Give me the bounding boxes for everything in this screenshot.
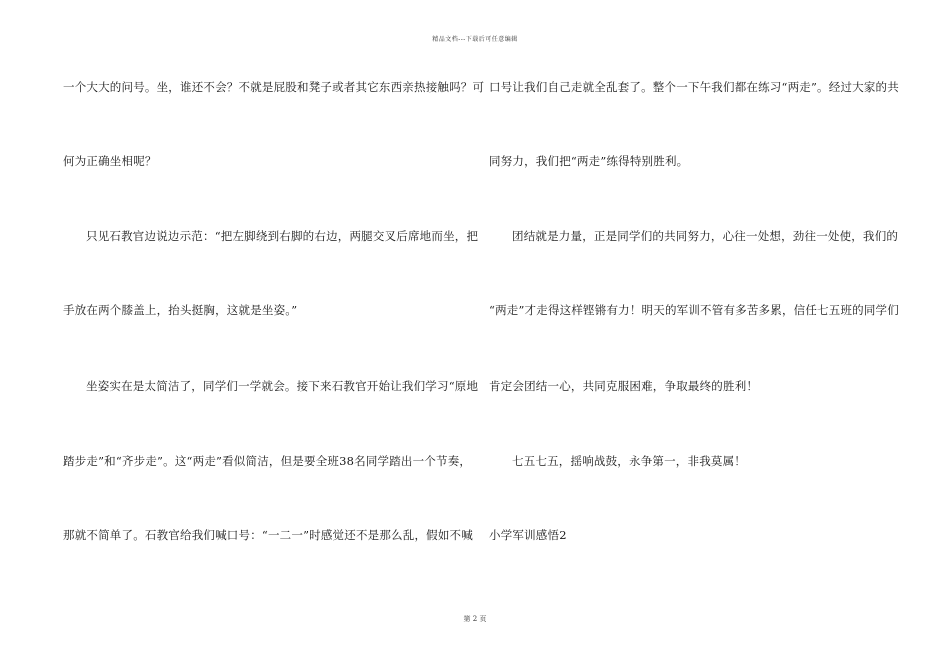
paragraph-line: 团结就是力量，正是同学们的共同努力，心往一处想，劲往一处使，我们的 — [512, 229, 899, 243]
paragraph-line: 踏步走”和“齐步走”。这“两走”看似简洁，但是要全班38名同学踏出一个节奏， — [63, 454, 472, 468]
right-text-column — [489, 0, 899, 600]
paragraph-line: 何为正确坐相呢？ — [63, 154, 157, 168]
paragraph-line: 口号让我们自己走就全乱套了。整个一下午我们都在练习“两走”。经过大家的共 — [489, 80, 899, 94]
paragraph-line: “两走”才走得这样铿锵有力！明天的军训不管有多苦多累，信任七五班的同学们 — [489, 303, 899, 317]
paragraph-line: 七五七五，揺响战鼓，永争第一，非我莫属！ — [512, 454, 746, 468]
page-header: 精品文档---下载后可任意编辑 — [432, 36, 518, 43]
paragraph-line: 肯定会团结一心，共同克服困难，争取最终的胜利！ — [489, 379, 759, 393]
paragraph-line: 一个大大的问号。坐，谁还不会？不就是屁股和凳子或者其它东西亲热接触吗？可 — [63, 80, 485, 94]
section-heading: 小学军训感悟2 — [489, 528, 567, 542]
page-number: 第 2 页 — [463, 615, 487, 623]
paragraph-line: 同努力，我们把“两走”练得特别胜利。 — [489, 154, 689, 168]
paragraph-line: 只见石教官边说边示范：“把左脚绕到右脚的右边，两腿交叉后席地而坐，把 — [86, 229, 479, 243]
paragraph-line: 坐姿实在是太简洁了，同学们一学就会。接下来石教官开始让我们学习“原地 — [86, 379, 479, 393]
paragraph-line: 手放在两个膝盖上，抬头挺胸，这就是坐姿。” — [63, 303, 298, 317]
paragraph-line: 那就不简单了。石教官给我们喊口号：“一二一”时感觉还不是那么乱，假如不喊 — [63, 528, 473, 542]
